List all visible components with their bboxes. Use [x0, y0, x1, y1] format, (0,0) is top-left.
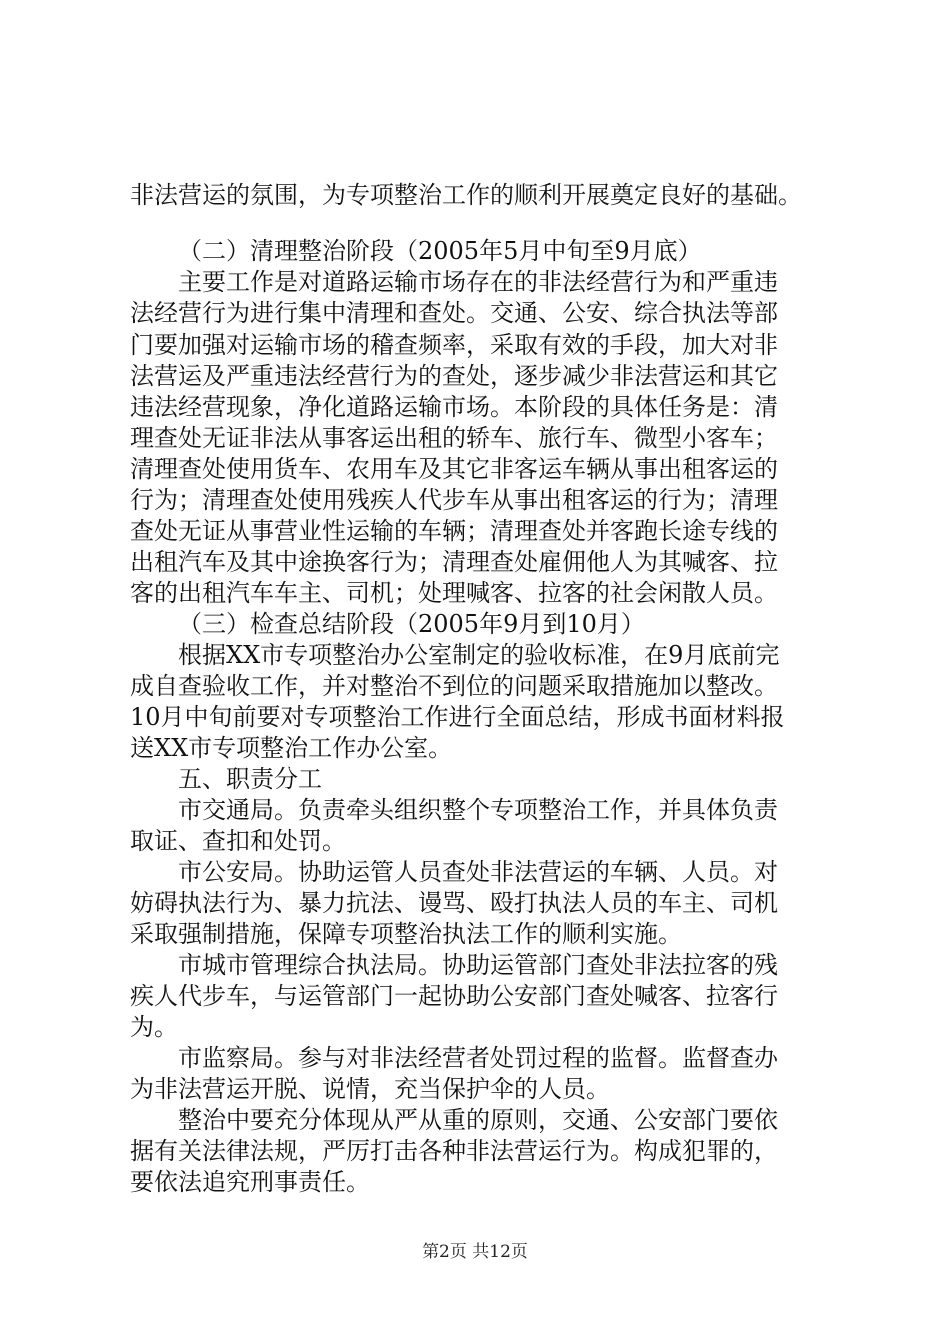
text-line: 为非法营运开脱、说情，充当保护伞的人员。 — [130, 1075, 610, 1103]
page-footer: 第2页 共12页 — [422, 1242, 528, 1262]
text-line: 市监察局。参与对非法经营者处罚过程的监督。监督查办 — [178, 1044, 778, 1072]
text-line: 门要加强对运输市场的稽查频率，采取有效的手段，加大对非 — [130, 331, 778, 359]
text-line: 客的出租汽车车主、司机；处理喊客、拉客的社会闲散人员。 — [130, 579, 778, 607]
text-line: 违法经营现象，净化道路运输市场。本阶段的具体任务是：清 — [130, 393, 778, 421]
text-line: 为。 — [130, 1013, 178, 1041]
text-line: 根据XX市专项整治办公室制定的验收标准，在9月底前完 — [178, 641, 780, 669]
section-heading: 五、职责分工 — [178, 765, 322, 793]
text-line: 疾人代步车，与运管部门一起协助公安部门查处喊客、拉客行 — [130, 982, 778, 1010]
text-line: 法经营行为进行集中清理和查处。交通、公安、综合执法等部 — [130, 299, 778, 327]
section-heading: （二）清理整治阶段（2005年5月中旬至9月底） — [178, 237, 702, 265]
text-line: 妨碍执法行为、暴力抗法、谩骂、殴打执法人员的车主、司机 — [130, 889, 778, 917]
text-line: 送XX市专项整治工作办公室。 — [130, 734, 453, 762]
text-line: 市城市管理综合执法局。协助运管部门查处非法拉客的残 — [178, 951, 778, 979]
text-line: 行为；清理查处使用残疾人代步车从事出租客运的行为；清理 — [130, 486, 778, 514]
text-line: 法营运及严重违法经营行为的查处，逐步减少非法营运和其它 — [130, 362, 778, 390]
text-line: 成自查验收工作，并对整治不到位的问题采取措施加以整改。 — [130, 672, 778, 700]
section-heading: （三）检查总结阶段（2005年9月到10月） — [178, 610, 645, 638]
text-line: 市交通局。负责牵头组织整个专项整治工作，并具体负责 — [178, 796, 778, 824]
text-line: 市公安局。协助运管人员查处非法营运的车辆、人员。对 — [178, 858, 778, 886]
text-line: 取证、查扣和处罚。 — [130, 827, 346, 855]
text-line: 查处无证从事营业性运输的车辆；清理查处并客跑长途专线的 — [130, 517, 778, 545]
text-line: 10月中旬前要对专项整治工作进行全面总结，形成书面材料报 — [130, 703, 785, 731]
text-line: 要依法追究刑事责任。 — [130, 1168, 370, 1196]
text-line: 整治中要充分体现从严从重的原则，交通、公安部门要依 — [178, 1106, 778, 1134]
text-line: 据有关法律法规，严厉打击各种非法营运行为。构成犯罪的， — [130, 1137, 778, 1165]
text-line: 主要工作是对道路运输市场存在的非法经营行为和严重违 — [178, 268, 778, 296]
text-line: 清理查处使用货车、农用车及其它非客运车辆从事出租客运的 — [130, 455, 778, 483]
text-line: 非法营运的氛围，为专项整治工作的顺利开展奠定良好的基础。 — [130, 181, 802, 209]
text-line: 理查处无证非法从事客运出租的轿车、旅行车、微型小客车； — [130, 424, 778, 452]
text-line: 采取强制措施，保障专项整治执法工作的顺利实施。 — [130, 920, 682, 948]
text-line: 出租汽车及其中途换客行为；清理查处雇佣他人为其喊客、拉 — [130, 548, 778, 576]
